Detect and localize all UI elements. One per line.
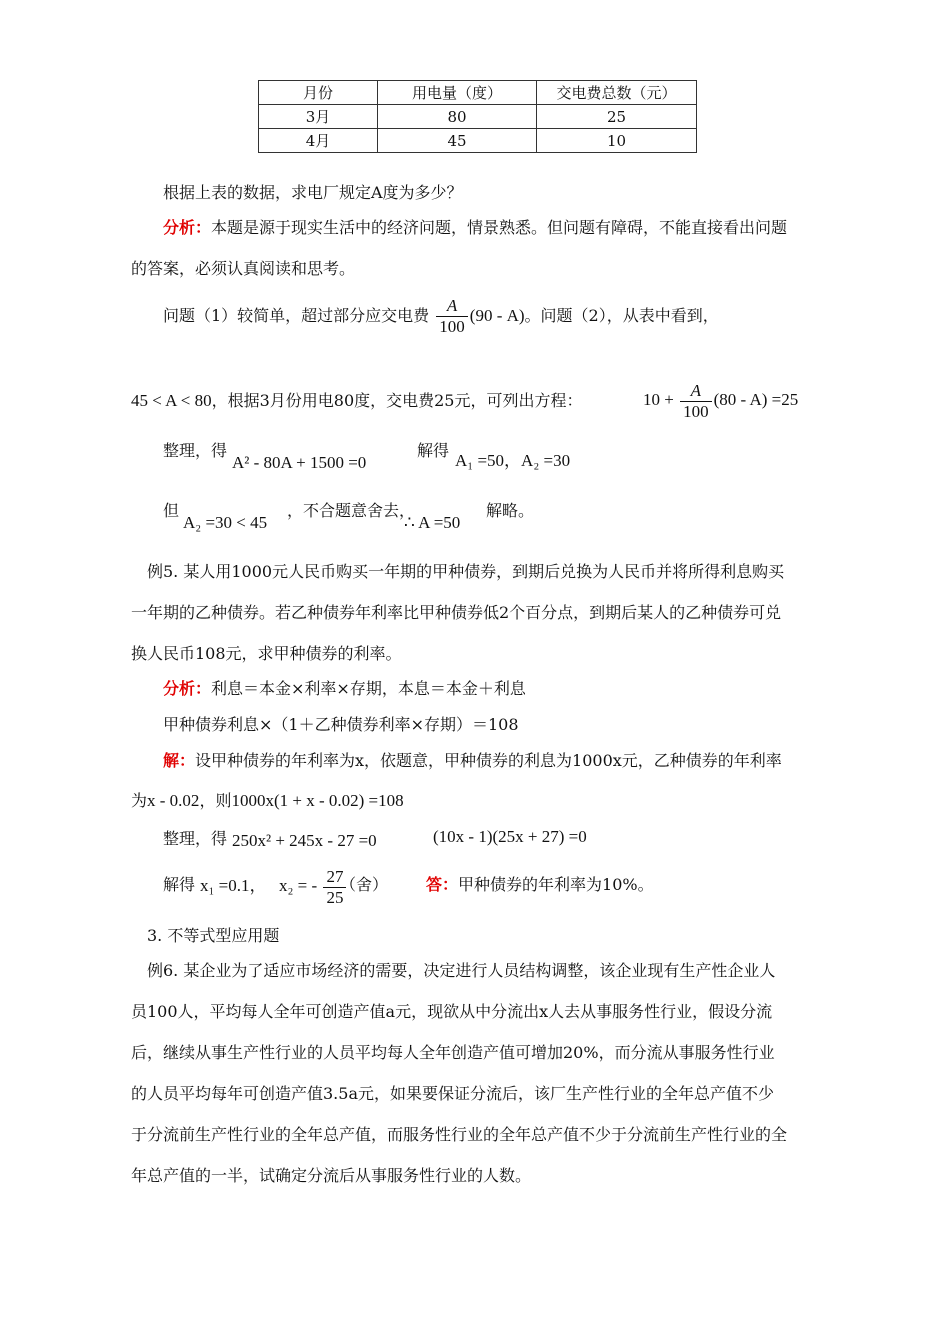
table-header: 用电量（度） [378, 81, 537, 105]
inequality-line [131, 390, 582, 412]
example-5-line-3: 换人民币108元，求甲种债券的利率。 [131, 644, 402, 663]
example-6-line-3: 后，继续从事生产性行业的人员平均每人全年创造产值可增加20%，而分流从事服务性行业 [131, 1043, 775, 1062]
example-5-line-1: 例5. 某人用1000元人民币购买一年期的甲种债券，到期后兑换为人民币并将所得利息购买 [147, 562, 785, 581]
example-6-line-1: 例6. 某企业为了适应市场经济的需要，决定进行人员结构调整，该企业现有生产性企业人 [147, 961, 776, 980]
quadratic-equation-5: 250x² + 245x - 27 =0 [232, 831, 377, 850]
inequality-45-a-80: 45 < A < 80 [131, 391, 212, 410]
fraction-a-over-100 [680, 381, 712, 422]
equation-1 [643, 378, 798, 422]
fraction-numerator: A [680, 381, 712, 402]
equation-1-part-a: 10 + [643, 390, 674, 409]
solution-text: 为 [131, 791, 148, 810]
example-6-line-5: 于分流前生产性行业的全年总产值，而服务性行业的全年总产值不少于分流前生产性行业的全 [131, 1125, 788, 1144]
table-row [259, 129, 697, 153]
fraction-denominator: 25 [326, 887, 344, 907]
table-cell: 3月 [259, 105, 378, 129]
analysis-line-2: 的答案，必须认真阅读和思考。 [131, 259, 356, 278]
table-cell: 10 [537, 129, 697, 153]
problem-2-text: 。问题（2），从表中看到， [524, 306, 719, 325]
solution-x2-lhs: x₂ = - [279, 876, 318, 895]
electricity-table [258, 80, 697, 153]
equation-setup-text: ，根据3月份用电80度，交电费25元，可列出方程： [211, 391, 583, 410]
solution-text: ，则 [199, 791, 232, 810]
table-header: 月份 [259, 81, 378, 105]
analysis-label: 分析： [163, 218, 212, 237]
analysis-text: 本题是源于现实生活中的经济问题，情景熟悉。但问题有障碍，不能直接看出问题 [211, 218, 788, 237]
solution-x1: x₁ =0.1， [200, 876, 267, 895]
example-5-analysis [163, 678, 526, 700]
example-5-formula: 甲种债券利息×（1＋乙种债券利率×存期）＝108 [163, 715, 519, 734]
table-cell: 80 [378, 105, 537, 129]
section-3-heading: 3. 不等式型应用题 [147, 926, 280, 945]
example-6-line-4: 的人员平均每年可创造产值3.5a元，如果要保证分流后，该厂生产性行业的全年总产值不少 [131, 1084, 774, 1103]
tidy-label: 整理，得 [163, 829, 228, 848]
solution-label: 解： [163, 751, 196, 770]
example-5-line-2: 一年期的乙种债券。若乙种债券年利率比甲种债券低2个百分点，到期后某人的乙种债券可兑 [131, 603, 782, 622]
table-cell: 25 [537, 105, 697, 129]
discard-note: （舍） [340, 875, 389, 894]
reject-text: ，不合题意舍去， [287, 501, 416, 520]
example-6-line-2: 员100人，平均每人全年可创造产值a元，现欲从中分流出x人去从事服务性行业，假设分流 [131, 1002, 773, 1021]
problem-1-text: 问题（1）较简单，超过部分应交电费 [163, 306, 430, 325]
rate-expression: x - 0.02 [147, 791, 200, 810]
table-cell: 45 [378, 129, 537, 153]
quadratic-equation: A² - 80A + 1500 =0 [232, 453, 367, 472]
solution-text: 设甲种债券的年利率为x，依题意，甲种债券的利息为1000x元，乙种债券的年利率 [195, 751, 782, 770]
solution-5-line-1 [163, 750, 782, 772]
fraction-denominator: 100 [439, 317, 465, 336]
solve-label: 解得 [417, 441, 450, 460]
analysis-line-1 [163, 217, 787, 239]
answer-text: 甲种债券的年利率为10%。 [458, 875, 654, 894]
reject-expression: A₂ =30 < 45 [183, 513, 268, 532]
solve-label: 解得 [163, 875, 196, 894]
factored-equation-5: (10x - 1)(25x + 27) =0 [433, 827, 587, 846]
answer-line [426, 874, 654, 896]
solutions-a: A₁ =50，A₂ =30 [455, 451, 571, 470]
analysis-label: 分析： [163, 679, 212, 698]
tidy-label: 整理，得 [163, 441, 228, 460]
fraction-numerator: A [436, 296, 468, 317]
fraction-denominator: 100 [683, 401, 709, 421]
equation-5: 1000x(1 + x - 0.02) =108 [231, 791, 404, 810]
fraction-a-over-100 [436, 296, 468, 337]
fraction-numerator: 27 [323, 867, 346, 888]
example-6-line-6: 年总产值的一半，试确定分流后从事服务性行业的人数。 [131, 1166, 532, 1185]
analysis-text: 利息＝本金×利率×存期，本息＝本金＋利息 [211, 679, 526, 698]
solution-5-line-2 [131, 790, 404, 812]
table-cell: 4月 [259, 129, 378, 153]
question-2: 根据上表的数据，求电厂规定A度为多少？ [163, 183, 463, 202]
omit-text: 解略。 [486, 501, 535, 520]
solution-x2 [279, 864, 348, 908]
but-label: 但 [163, 501, 180, 520]
problem-1-line [163, 294, 719, 338]
equation-1-part-b: (80 - A) =25 [713, 390, 799, 409]
table-row [259, 105, 697, 129]
expression-90-minus-a: (90 - A) [469, 306, 525, 325]
therefore-a-50: ∴ A =50 [404, 513, 461, 532]
answer-label: 答： [426, 875, 459, 894]
table-header: 交电费总数（元） [537, 81, 697, 105]
table-header-row [259, 81, 697, 105]
